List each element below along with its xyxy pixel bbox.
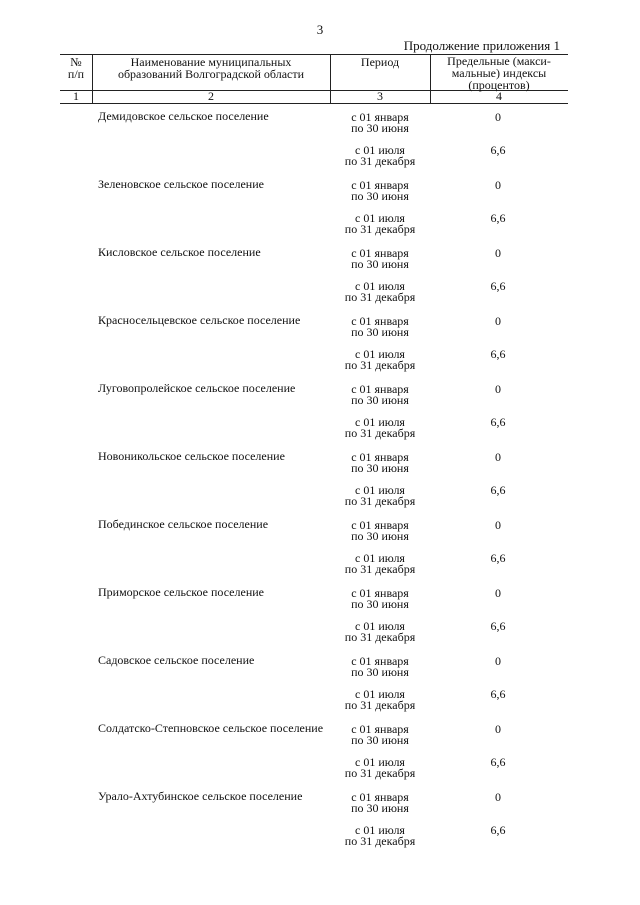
header-name-line2: образований Волгоградской области bbox=[117, 67, 305, 81]
period-end: по 31 декабря bbox=[344, 766, 416, 780]
period-first-half bbox=[330, 656, 430, 678]
index-first-half: 0 bbox=[495, 110, 501, 124]
municipality-name: Урало-Ахтубинское сельское поселение bbox=[98, 789, 303, 803]
period-second-half bbox=[330, 621, 430, 643]
period-start: с 01 января bbox=[351, 790, 409, 804]
index-second-half: 6,6 bbox=[490, 687, 506, 701]
header-index-line2: мальные) индексы bbox=[451, 66, 547, 80]
index-second-half: 6,6 bbox=[490, 279, 506, 293]
table-row bbox=[60, 518, 568, 586]
period-start: с 01 января bbox=[351, 722, 409, 736]
municipality-name: Красносельцевское сельское поселение bbox=[98, 313, 301, 327]
period-first-half bbox=[330, 452, 430, 474]
period-end: по 31 декабря bbox=[344, 698, 416, 712]
index-second-half: 6,6 bbox=[490, 143, 506, 157]
period-second-half bbox=[330, 689, 430, 711]
table-row bbox=[60, 314, 568, 382]
municipality-name: Приморское сельское поселение bbox=[98, 585, 264, 599]
period-start: с 01 января bbox=[351, 246, 409, 260]
period-start: с 01 января bbox=[351, 654, 409, 668]
header-num-line2: п/п bbox=[67, 67, 85, 81]
period-first-half bbox=[330, 112, 430, 134]
period-start: с 01 июля bbox=[355, 823, 405, 837]
table-row bbox=[60, 450, 568, 518]
index-second-half: 6,6 bbox=[490, 415, 506, 429]
municipality-name: Солдатско-Степновское сельское поселение bbox=[98, 721, 324, 735]
period-start: с 01 января bbox=[351, 450, 409, 464]
period-second-half bbox=[330, 281, 430, 303]
header-name-line1: Наименование муниципальных bbox=[130, 55, 292, 69]
column-number-1: 1 bbox=[73, 89, 79, 103]
period-end: по 30 июня bbox=[351, 257, 409, 271]
index-first-half: 0 bbox=[495, 654, 501, 668]
period-second-half bbox=[330, 349, 430, 371]
period-first-half bbox=[330, 792, 430, 814]
period-start: с 01 июля bbox=[355, 347, 405, 361]
period-start: с 01 января bbox=[351, 314, 409, 328]
period-end: по 30 июня bbox=[351, 733, 409, 747]
index-first-half: 0 bbox=[495, 246, 501, 260]
period-second-half bbox=[330, 825, 430, 847]
municipality-name: Зеленовское сельское поселение bbox=[98, 177, 264, 191]
table-header bbox=[60, 54, 568, 104]
period-start: с 01 января bbox=[351, 518, 409, 532]
period-start: с 01 июля bbox=[355, 279, 405, 293]
index-first-half: 0 bbox=[495, 586, 501, 600]
period-end: по 30 июня bbox=[351, 529, 409, 543]
column-number-3: 3 bbox=[377, 89, 383, 103]
period-start: с 01 июля bbox=[355, 483, 405, 497]
index-second-half: 6,6 bbox=[490, 211, 506, 225]
period-end: по 30 июня bbox=[351, 325, 409, 339]
header-num bbox=[60, 56, 92, 80]
period-end: по 31 декабря bbox=[344, 426, 416, 440]
period-end: по 30 июня bbox=[351, 801, 409, 815]
header-period: Период bbox=[360, 55, 400, 69]
period-first-half bbox=[330, 588, 430, 610]
period-second-half bbox=[330, 145, 430, 167]
municipality-name: Побединское сельское поселение bbox=[98, 517, 269, 531]
table-row bbox=[60, 586, 568, 654]
table-row bbox=[60, 246, 568, 314]
period-first-half bbox=[330, 384, 430, 406]
municipality-name: Садовское сельское поселение bbox=[98, 653, 255, 667]
period-start: с 01 июля bbox=[355, 211, 405, 225]
index-first-half: 0 bbox=[495, 790, 501, 804]
period-end: по 30 июня bbox=[351, 461, 409, 475]
period-end: по 31 декабря bbox=[344, 834, 416, 848]
column-number-4: 4 bbox=[496, 89, 502, 103]
period-end: по 30 июня bbox=[351, 393, 409, 407]
period-end: по 31 декабря bbox=[344, 290, 416, 304]
period-first-half bbox=[330, 724, 430, 746]
index-first-half: 0 bbox=[495, 314, 501, 328]
continuation-note: Продолжение приложения 1 bbox=[403, 38, 560, 53]
period-second-half bbox=[330, 485, 430, 507]
table-row bbox=[60, 382, 568, 450]
period-first-half bbox=[330, 520, 430, 542]
index-second-half: 6,6 bbox=[490, 619, 506, 633]
period-first-half bbox=[330, 180, 430, 202]
index-second-half: 6,6 bbox=[490, 755, 506, 769]
period-end: по 31 декабря bbox=[344, 630, 416, 644]
index-first-half: 0 bbox=[495, 382, 501, 396]
period-start: с 01 июля bbox=[355, 755, 405, 769]
municipality-name: Луговопролейское сельское поселение bbox=[98, 381, 296, 395]
index-second-half: 6,6 bbox=[490, 483, 506, 497]
period-end: по 31 декабря bbox=[344, 154, 416, 168]
index-first-half: 0 bbox=[495, 518, 501, 532]
period-end: по 31 декабря bbox=[344, 222, 416, 236]
municipality-name: Новоникольское сельское поселение bbox=[98, 449, 285, 463]
table-row bbox=[60, 722, 568, 790]
period-end: по 30 июня bbox=[351, 121, 409, 135]
header-index bbox=[430, 55, 568, 91]
period-start: с 01 июля bbox=[355, 143, 405, 157]
period-start: с 01 января bbox=[351, 110, 409, 124]
period-start: с 01 июля bbox=[355, 687, 405, 701]
column-number-2: 2 bbox=[208, 89, 214, 103]
period-start: с 01 января bbox=[351, 178, 409, 192]
period-second-half bbox=[330, 417, 430, 439]
index-second-half: 6,6 bbox=[490, 823, 506, 837]
period-end: по 30 июня bbox=[351, 665, 409, 679]
period-start: с 01 января bbox=[351, 382, 409, 396]
header-bottom-rule bbox=[60, 103, 568, 104]
header-index-line1: Предельные (макси- bbox=[447, 54, 551, 68]
municipality-name: Кисловское сельское поселение bbox=[98, 245, 261, 259]
period-start: с 01 июля bbox=[355, 551, 405, 565]
period-start: с 01 января bbox=[351, 586, 409, 600]
period-second-half bbox=[330, 213, 430, 235]
period-end: по 30 июня bbox=[351, 189, 409, 203]
table-row bbox=[60, 178, 568, 246]
period-end: по 31 декабря bbox=[344, 494, 416, 508]
header-name bbox=[92, 56, 330, 80]
index-first-half: 0 bbox=[495, 450, 501, 464]
period-end: по 31 декабря bbox=[344, 562, 416, 576]
table-row bbox=[60, 654, 568, 722]
period-start: с 01 июля bbox=[355, 619, 405, 633]
period-start: с 01 июля bbox=[355, 415, 405, 429]
municipality-name: Демидовское сельское поселение bbox=[98, 109, 269, 123]
period-end: по 30 июня bbox=[351, 597, 409, 611]
index-first-half: 0 bbox=[495, 178, 501, 192]
index-second-half: 6,6 bbox=[490, 347, 506, 361]
page-number: 3 bbox=[316, 22, 324, 37]
header-num-line1: № bbox=[70, 55, 82, 69]
period-first-half bbox=[330, 248, 430, 270]
table-row bbox=[60, 790, 568, 858]
period-end: по 31 декабря bbox=[344, 358, 416, 372]
period-second-half bbox=[330, 757, 430, 779]
period-first-half bbox=[330, 316, 430, 338]
table-row bbox=[60, 110, 568, 178]
period-second-half bbox=[330, 553, 430, 575]
index-first-half: 0 bbox=[495, 722, 501, 736]
header-index-line3: (процентов) bbox=[468, 78, 530, 92]
table-body bbox=[60, 110, 568, 858]
index-second-half: 6,6 bbox=[490, 551, 506, 565]
